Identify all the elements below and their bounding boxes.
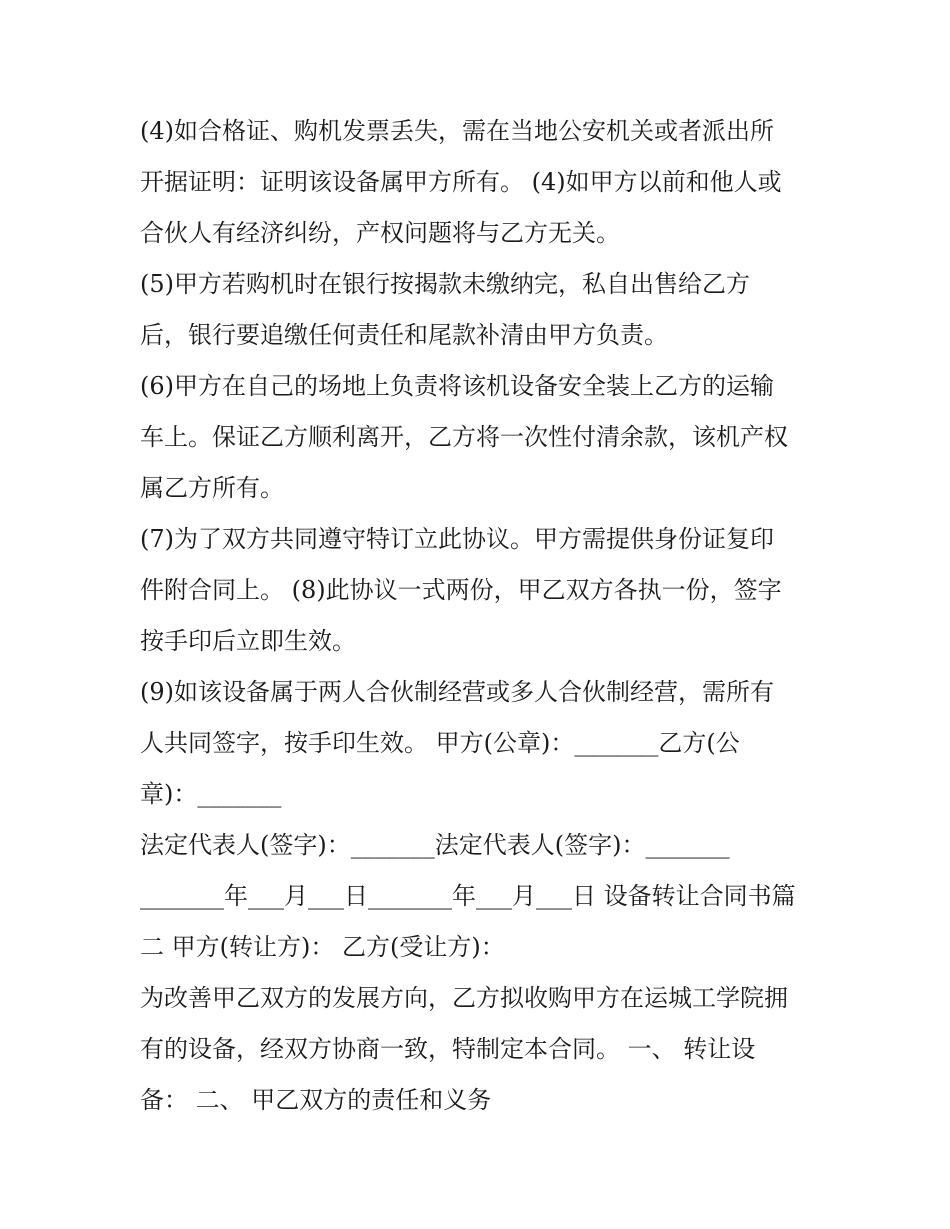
document-body (140, 106, 820, 1126)
text-line-1: (4)如合格证、购机发票丢失，需在当地公安机关或者派出所 (140, 117, 774, 145)
text-line-5: 后，银行要追缴任何责任和尾款补清由甲方负责。 (140, 321, 668, 349)
text-line-13: 人共同签字，按手印生效。 甲方(公章)：_______乙方(公 (140, 729, 740, 757)
text-line-20: 备： 二、 甲乙双方的责任和义务 (140, 1086, 492, 1114)
text-line-6: (6)甲方在自己的场地上负责将该机设备安全装上乙方的运输 (140, 372, 774, 400)
text-line-11: 按手印后立即生效。 (140, 627, 356, 655)
text-line-3: 合伙人有经济纠纷，产权问题将与乙方无关。 (140, 219, 620, 247)
text-line-10: 件附合同上。 (8)此协议一式两份，甲乙双方各执一份，签字 (140, 576, 782, 604)
text-line-19: 有的设备，经双方协商一致，特制定本合同。 一、 转让设 (140, 1035, 756, 1063)
text-line-18: 为改善甲乙双方的发展方向，乙方拟收购甲方在运城工学院拥 (140, 984, 788, 1012)
text-line-15: 法定代表人(签字)：_______法定代表人(签字)：_______ (140, 831, 730, 859)
text-line-8: 属乙方所有。 (140, 474, 284, 502)
text-line-4: (5)甲方若购机时在银行按揭款未缴纳完，私自出售给乙方 (140, 270, 750, 298)
text-line-16: _______年___月___日_______年___月___日 设备转让合同书篇 (140, 882, 796, 910)
text-line-7: 车上。保证乙方顺利离开，乙方将一次性付清余款，该机产权 (140, 423, 788, 451)
text-line-2: 开据证明：证明该设备属甲方所有。 (4)如甲方以前和他人或 (140, 168, 782, 196)
text-line-14: 章)：_______ (140, 780, 282, 808)
text-line-12: (9)如该设备属于两人合伙制经营或多人合伙制经营，需所有 (140, 678, 774, 706)
text-line-17: 二 甲方(转让方)： 乙方(受让方)： (140, 933, 505, 961)
text-line-9: (7)为了双方共同遵守特订立此协议。甲方需提供身份证复印 (140, 525, 774, 553)
